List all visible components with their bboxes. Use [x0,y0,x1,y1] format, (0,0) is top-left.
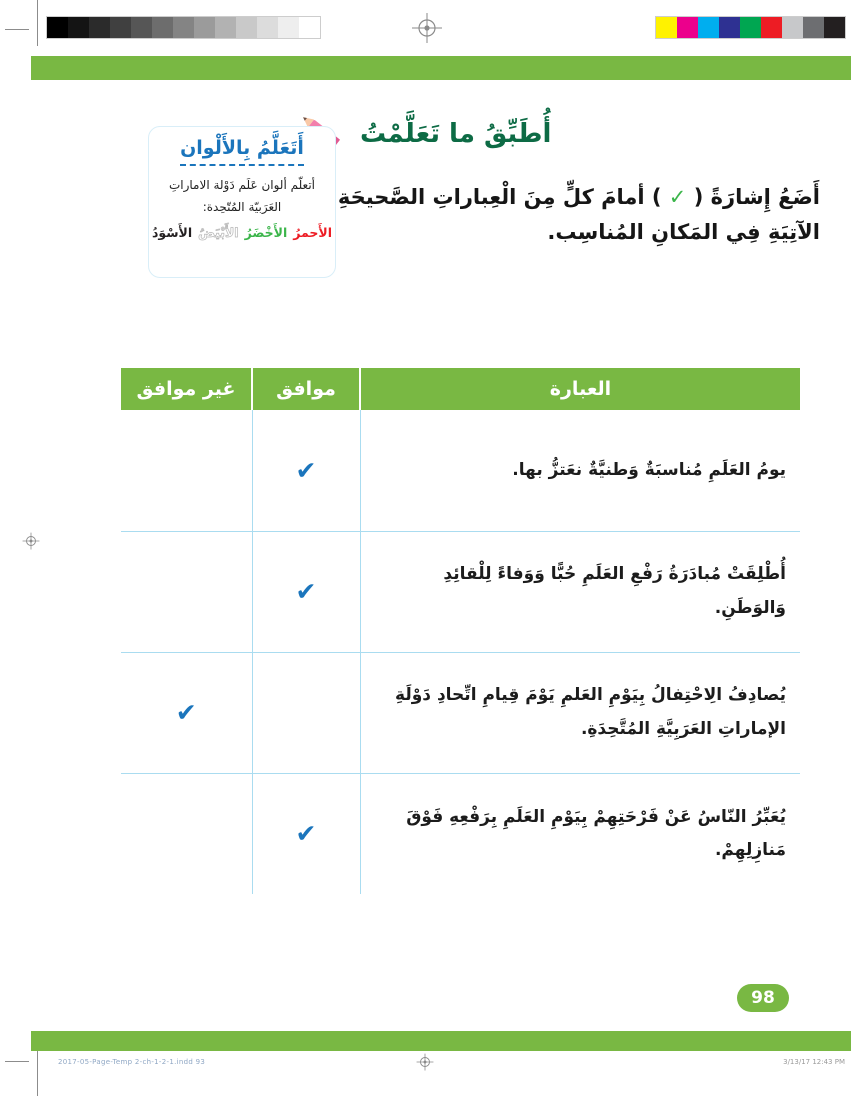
table-header-row [121,368,800,410]
registration-mark-icon [416,1053,434,1071]
calibration-swatch [110,17,131,38]
registration-mark-icon [411,12,443,44]
page-number-badge: 98 [737,984,789,1012]
color-word: الأَسْوَدُ [151,225,193,241]
calibration-swatch [68,17,89,38]
statement-cell: أُطْلِقَتْ مُبادَرَةُ رَفْعِ العَلَمِ حُبًّا وَوَفاءً لِلْقائِدِ وَالوَطَنِ. [360,531,800,652]
calibration-swatch [677,17,698,38]
calibration-swatch [215,17,236,38]
instruction-before: أَضَعُ إِشارَةً ( [686,185,820,209]
calibration-swatch [761,17,782,38]
bottom-green-band [31,1031,851,1051]
calibration-swatch [803,17,824,38]
calibration-swatch [824,17,845,38]
learn-with-colors-box [148,126,336,278]
agree-cell: ✔ [252,773,360,894]
calibration-swatch [698,17,719,38]
statement-row [121,410,800,531]
color-word: الأَحمرُ [293,225,333,241]
header-statement: العبارة [360,368,800,410]
calibration-swatch [89,17,110,38]
footer-datetime: 3/13/17 12:43 PM [783,1058,845,1066]
calibration-swatch [782,17,803,38]
disagree-cell [121,531,252,652]
calibration-swatch [299,17,320,38]
calibration-swatch [719,17,740,38]
calibration-swatch [152,17,173,38]
statements-table-body [121,410,800,894]
calibration-swatch [740,17,761,38]
color-word: الأَخْضَرُ [244,225,288,241]
agree-cell: ✔ [252,531,360,652]
header-agree: موافق [252,368,360,410]
crop-mark [5,1061,29,1062]
calibration-swatch [131,17,152,38]
disagree-cell [121,773,252,894]
statement-row [121,773,800,894]
color-calibration-bar [655,16,846,39]
instruction-text [320,180,820,249]
top-green-band [31,56,851,80]
calibration-swatch [173,17,194,38]
calibration-swatch [656,17,677,38]
crop-mark [37,1046,38,1096]
grayscale-calibration-bar [46,16,321,39]
check-icon: ✓ [668,185,687,209]
calibration-swatch [47,17,68,38]
flag-color-words [151,225,333,241]
statements-table [121,368,800,894]
color-word: الأَبْيَضُ [198,225,239,241]
registration-mark-icon [22,532,40,550]
crop-mark [37,0,38,46]
calibration-swatch [257,17,278,38]
instruction-after: ) أمامَ كلٍّ مِنَ الْعِباراتِ الصَّحيحَةِ الآتِيَةِ فِي المَكانِ المُناسِب. [337,185,820,244]
agree-cell [252,652,360,773]
crop-mark [5,29,29,30]
statement-cell: يُعَبِّرُ النّاسُ عَنْ فَرْحَتِهِمْ بِيَوْمِ العَلَمِ بِرَفْعِهِ فَوْقَ مَنازِلِهِمْ. [360,773,800,894]
section-title: أُطَبِّقُ ما تَعَلَّمْتُ [360,119,552,149]
statement-cell: يومُ العَلَمِ مُناسبَةٌ وَطنيَّةٌ نعَتزُّ بها. [360,410,800,531]
calibration-swatch [278,17,299,38]
learn-colors-text: أتعلّم ألوان عَلَم دَوْلة الاماراتِ العَرَبيّة المُتّحِدة: [168,178,316,214]
agree-cell: ✔ [252,410,360,531]
calibration-swatch [194,17,215,38]
statement-row [121,652,800,773]
disagree-cell [121,410,252,531]
disagree-cell: ✔ [121,652,252,773]
calibration-swatch [236,17,257,38]
statement-row [121,531,800,652]
header-disagree: غير موافق [121,368,252,410]
footer-filename: 2017-05-Page-Temp 2-ch-1-2-1.indd 93 [58,1058,206,1066]
learn-colors-title: أَتَعَلَّمُ بِالأَلْوان [180,137,304,166]
statement-cell: يُصادِفُ الِاحْتِفالُ بِيَوْمِ العَلمِ يَوْمَ قِيامِ اتِّحادِ دَوْلَةِ الإماراتِ العَرَبِيَّةِ المُتَّحِدَةِ. [360,652,800,773]
